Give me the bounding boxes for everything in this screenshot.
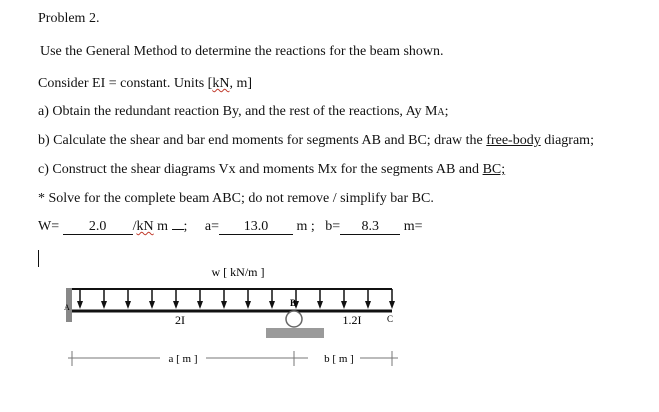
w-unit-kn: kN: [136, 219, 154, 234]
w-separator: ;: [183, 219, 188, 234]
load-arrows: [77, 289, 395, 309]
roller-support-b: [286, 311, 302, 327]
stiffness-ab-label: 2I: [175, 313, 185, 327]
ground-b: [266, 328, 324, 338]
a-unit: m ;: [296, 219, 315, 234]
load-arrow-head: [221, 301, 227, 309]
dimension-a-label: a [ m ]: [168, 353, 198, 365]
load-arrow-head: [149, 301, 155, 309]
load-label: w [ kN/m ]: [211, 265, 265, 279]
part-a-subscript: A: [437, 107, 445, 118]
part-b-free-body-link: free-body: [486, 133, 541, 148]
load-arrow-head: [317, 301, 323, 309]
line-2-kn: kN: [212, 76, 230, 91]
line-2-suffix: , m]: [229, 76, 253, 91]
part-c-bc-link: BC;: [482, 162, 506, 177]
stiffness-bc-label: 1.2I: [342, 313, 362, 327]
w-label: W=: [38, 219, 60, 234]
label-a: A: [64, 303, 70, 312]
b-unit: m=: [403, 219, 423, 234]
problem-note: * Solve for the complete beam ABC; do not remove / simplify bar BC.: [38, 191, 434, 206]
a-label: a=: [204, 219, 220, 234]
load-arrow-head: [341, 301, 347, 309]
load-arrow-head: [365, 301, 371, 309]
label-b: B: [290, 298, 297, 308]
load-arrow-head: [101, 301, 107, 309]
line-2-prefix: Consider EI = constant. Units [: [38, 76, 213, 91]
load-arrow-head: [125, 301, 131, 309]
problem-title: Problem 2.: [38, 11, 100, 26]
b-label: b=: [325, 219, 341, 234]
load-arrow-head: [389, 301, 395, 309]
load-arrow-head: [269, 301, 275, 309]
dimension-b-label: b [ m ]: [324, 353, 354, 365]
load-arrow-head: [173, 301, 179, 309]
part-a-text: a) Obtain the redundant reaction By, and the rest of the reactions, Ay M: [38, 104, 438, 119]
label-c: C: [387, 314, 394, 324]
w-unit-m: m: [153, 219, 169, 234]
load-arrow-head: [245, 301, 251, 309]
b-value: 8.3: [340, 220, 400, 235]
load-arrow-head: [197, 301, 203, 309]
a-value: 13.0: [219, 220, 293, 235]
part-b-text: b) Calculate the shear and bar end moments for segments AB and BC; draw the: [38, 133, 487, 148]
w-unit-slash: /: [132, 219, 137, 234]
part-b-end: diagram;: [540, 133, 594, 148]
part-c-text: c) Construct the shear diagrams Vx and moments Mx for the segments AB and: [38, 162, 483, 177]
part-a-end: ;: [444, 104, 449, 119]
w-value: 2.0: [63, 220, 133, 235]
problem-line-1: Use the General Method to determine the reactions for the beam shown.: [40, 44, 444, 59]
load-arrow-head: [77, 301, 83, 309]
